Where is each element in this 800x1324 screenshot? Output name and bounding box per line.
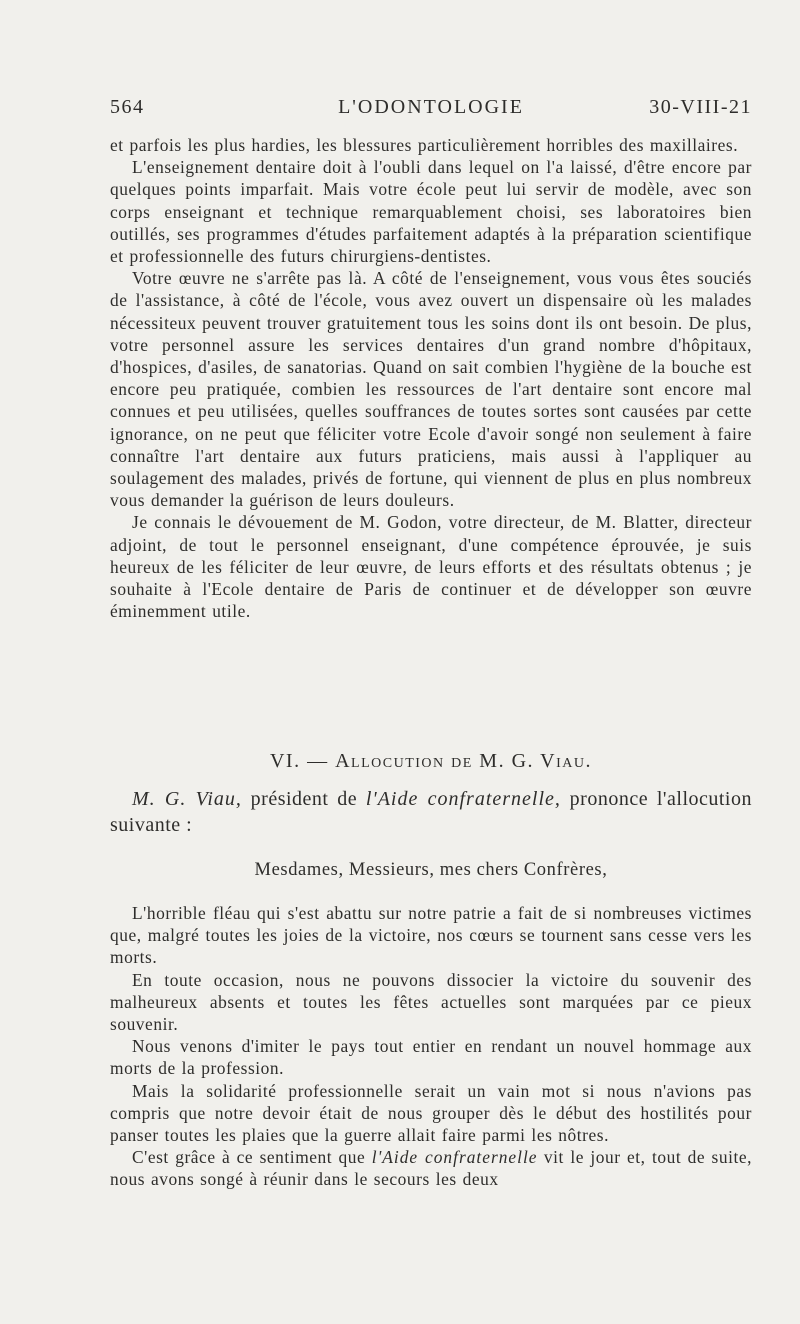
speech-text: [110, 902, 752, 1191]
organization-name: l'Aide confraternelle: [371, 1147, 538, 1168]
intro-text: président de: [241, 788, 366, 810]
section-heading: [110, 750, 752, 773]
journal-title: L'ODONTOLOGIE: [338, 96, 524, 118]
text-span: vit le jour et, tout de suite, nous avons songé à réunir dans le secours les deux: [110, 1147, 753, 1190]
paragraph: En toute occasion, nous ne pouvons dissocier la victoire du souvenir des malheureux absents et toutes les fêtes actuelles sont marquées par ce pieux souvenir.: [110, 969, 752, 1035]
organization-name: l'Aide confraternelle,: [365, 788, 561, 810]
running-header: [110, 96, 752, 124]
text-span: C'est grâce à ce sentiment que: [132, 1147, 372, 1168]
issue-date: 30-VIII-21: [649, 96, 752, 118]
paragraph: L'horrible fléau qui s'est abattu sur notre patrie a fait de si nombreuses victimes que, malgré toutes les joies de la victoire, nos cœurs se tournent sans cesse vers les morts.: [110, 903, 752, 968]
speech-introduction: [110, 786, 752, 838]
intro-text: prononce l'allocution suivante :: [110, 788, 752, 836]
section-title: Allocution de M. G. Viau.: [335, 750, 592, 772]
body-text: [110, 134, 752, 622]
paragraph: et parfois les plus hardies, les blessures particulièrement horribles des maxillaires.: [110, 135, 739, 155]
salutation: Mesdames, Messieurs, mes chers Confrères,: [254, 860, 608, 880]
paragraph: Mais la solidarité professionnelle serait un vain mot si nous n'avions pas compris que notre devoir était de nous grouper dès le début des hostilités pour panser toutes les plaies que la guerre allait faire parmi les nôtres.: [110, 1080, 752, 1146]
paragraph: Je connais le dévouement de M. Godon, votre directeur, de M. Blatter, directeur adjoint, de tout le personnel enseignant, d'une compétence éprouvée, je suis heureux de les féliciter de leur œuvre, de leurs efforts et des résultats obtenus ; je souhaite à l'Ecole dentaire de Paris de continuer et de développer son œuvre éminemment utile.: [110, 512, 752, 622]
paragraph: [110, 1146, 752, 1190]
paragraph: Votre œuvre ne s'arrête pas là. A côté de l'enseignement, vous vous êtes souciés de l'assistance, à côté de l'école, vous avez ouvert un dispensaire où les malades nécessiteux peuvent trouver gratuitement tous les soins dont ils ont besoin. De plus, votre personnel assure les services dentaires d'un grand nombre d'hôpitaux, d'hospices, d'asiles, de sanatorias. Quand on sait combien l'hygiène de la bouche est encore peu pratiquée, combien les ressources de l'art dentaire sont encore mal connues et peu utilisées, quelles souffrances de toutes sortes sont causées par cette ignorance, on ne peut que féliciter votre Ecole d'avoir songé non seulement à faire connaître l'art dentaire aux futurs praticiens, mais aussi à l'appliquer au soulagement des malades, privés de fortune, qui viennent de plus en plus nombreux vous demander la guérison de leurs douleurs.: [110, 268, 752, 511]
speaker-name: M. G. Viau,: [132, 788, 242, 810]
page-number: 564: [110, 96, 145, 118]
paragraph: L'enseignement dentaire doit à l'oubli dans lequel on l'a laissé, d'être encore par quelques points imparfait. Mais votre école peut lui servir de modèle, avec son corps enseignant et technique remarquablement choisi, ses laboratoires bien outillés, ses programmes d'études parfaitement adaptés à la préparation scientifique et professionnelle des futurs chirurgiens-dentistes.: [110, 157, 752, 267]
paragraph: Nous venons d'imiter le pays tout entier en rendant un nouvel hommage aux morts de la profession.: [110, 1036, 752, 1079]
section-number: VI. —: [269, 750, 329, 772]
